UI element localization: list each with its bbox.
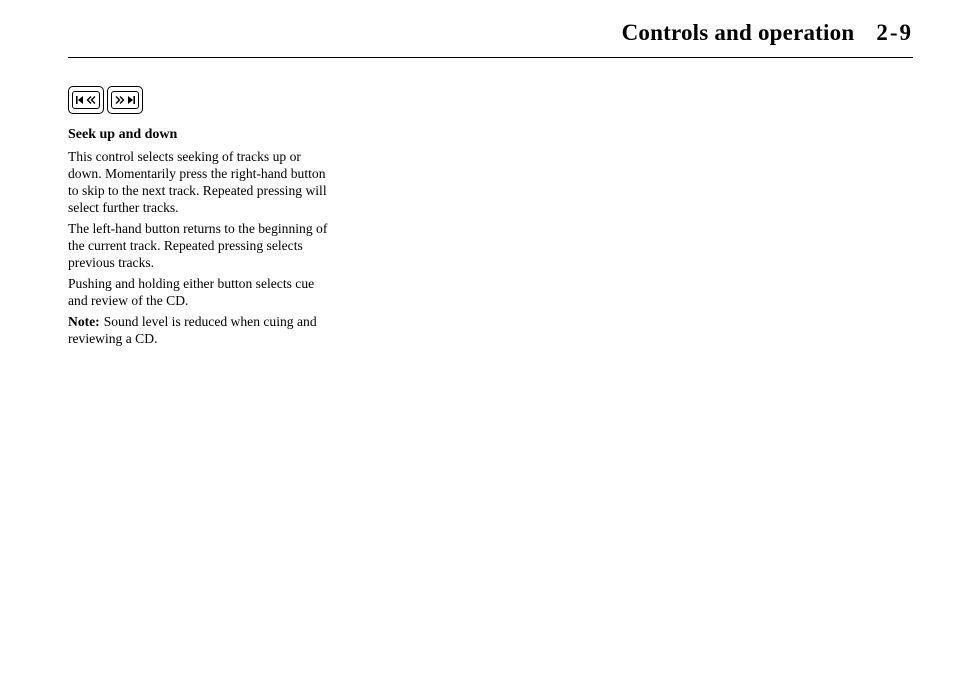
note-text: Sound level is reduced when cuing and reviewing a CD. — [68, 314, 317, 346]
paragraph-seek-description: This control selects seeking of tracks up or down. Momentarily press the right-hand button to skip to the next track. Repeated pressing will select further tracks. — [68, 149, 327, 215]
note-label: Note: — [68, 314, 100, 329]
section-title: Controls and operation — [621, 20, 855, 45]
seek-up-button — [107, 86, 143, 114]
seek-buttons-illustration — [68, 86, 143, 116]
paragraph-left-button: The left-hand button returns to the beginning of the current track. Repeated pressing selects previous tracks. — [68, 221, 328, 270]
seek-down-icon — [72, 91, 100, 109]
page-title — [622, 20, 913, 46]
seek-section — [68, 126, 333, 351]
section-heading: Seek up and down — [68, 127, 178, 142]
seek-down-button — [68, 86, 104, 114]
page-header — [68, 18, 913, 58]
seek-up-icon — [111, 91, 139, 109]
page-number: 2-9 — [876, 20, 913, 45]
note — [68, 313, 333, 347]
paragraph-hold-button: Pushing and holding either button selects cue and review of the CD. — [68, 276, 315, 308]
